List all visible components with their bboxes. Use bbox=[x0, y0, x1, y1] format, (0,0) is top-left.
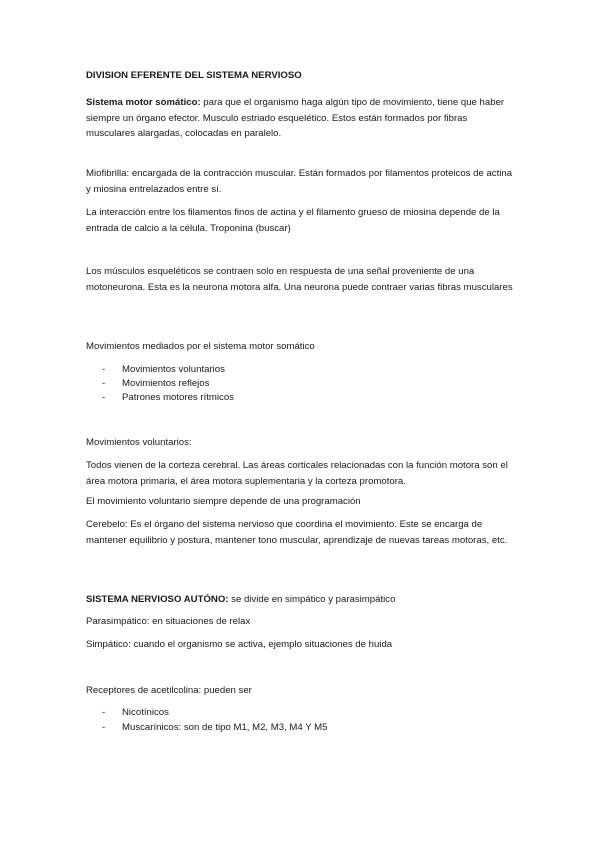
paragraph-miofibrilla: Miofibrilla: encargada de la contracción muscular. Están formados por filamentos proteicos de actina y miosina entrelazados entre sí. bbox=[86, 168, 513, 195]
paragraph-text: se divide en simpático y parasimpático bbox=[228, 594, 396, 605]
list-item: - Muscarínicos: son de tipo M1, M2, M3, M4 Y M5 bbox=[102, 720, 327, 736]
paragraph-text: para que el organismo haga algún tipo de movimiento, tiene que haber siempre un órgano efector. Musculo estriado esquelético. Estos están formados por fibras musculares alargadas, colocadas en paralelo. bbox=[86, 97, 505, 139]
bullet-dash: - bbox=[102, 392, 106, 403]
paragraph-receptores: Receptores de acetilcolina: pueden ser bbox=[86, 685, 252, 696]
bullet-dash: - bbox=[102, 364, 106, 375]
list-item: - Movimientos reflejos bbox=[102, 376, 209, 392]
paragraph-parasimpatico: Parasimpático: en situaciones de relax bbox=[86, 616, 251, 627]
paragraph-voluntarios-heading: Movimientos voluntarios: bbox=[86, 437, 192, 448]
paragraph-musculos: Los músculos esqueléticos se contraen solo en respuesta de una señal proveniente de una motoneurona. Esta es la neurona motora alfa. Una neurona puede contraer varias fibras musculares bbox=[86, 266, 513, 293]
paragraph-sistema-motor bbox=[86, 95, 518, 142]
term-sna: SISTEMA NERVIOSO AUTÓNO: bbox=[86, 594, 229, 605]
document-title: DIVISION EFERENTE DEL SISTEMA NERVIOSO bbox=[86, 70, 302, 81]
list-item: - Movimientos voluntarios bbox=[102, 362, 225, 378]
bullet-dash: - bbox=[102, 707, 106, 718]
list-item: - Nicotínicos bbox=[102, 705, 169, 721]
paragraph-movimientos-mediados: Movimientos mediados por el sistema motor somático bbox=[86, 341, 315, 352]
bullet-dash: - bbox=[102, 378, 106, 389]
paragraph-programacion: El movimiento voluntario siempre depende de una programación bbox=[86, 496, 361, 507]
paragraph-cerebelo: Cerebelo: Es el órgano del sistema nervioso que coordina el movimiento. Este se encarga de mantener equilibrio y postura, mantener tono muscular, aprendizaje de nuevas tareas motoras, etc. bbox=[86, 519, 508, 546]
term-sistema-motor: Sistema motor somático: bbox=[86, 97, 201, 108]
paragraph-interaccion: La interacción entre los filamentos finos de actina y el filamento grueso de miosina depende de la entrada de calcio a la célula. Troponina (buscar) bbox=[86, 207, 500, 234]
paragraph-simpatico: Simpático: cuando el organismo se activa, ejemplo situaciones de huida bbox=[86, 639, 393, 650]
bullet-dash: - bbox=[102, 722, 106, 733]
list-item: - Patrones motores rítmicos bbox=[102, 390, 234, 406]
paragraph-corteza: Todos vienen de la corteza cerebral. Las áreas corticales relacionadas con la función motora son el área motora primaria, el área motora suplementaria y la corteza promotora. bbox=[86, 460, 508, 487]
paragraph-sna bbox=[86, 592, 518, 608]
